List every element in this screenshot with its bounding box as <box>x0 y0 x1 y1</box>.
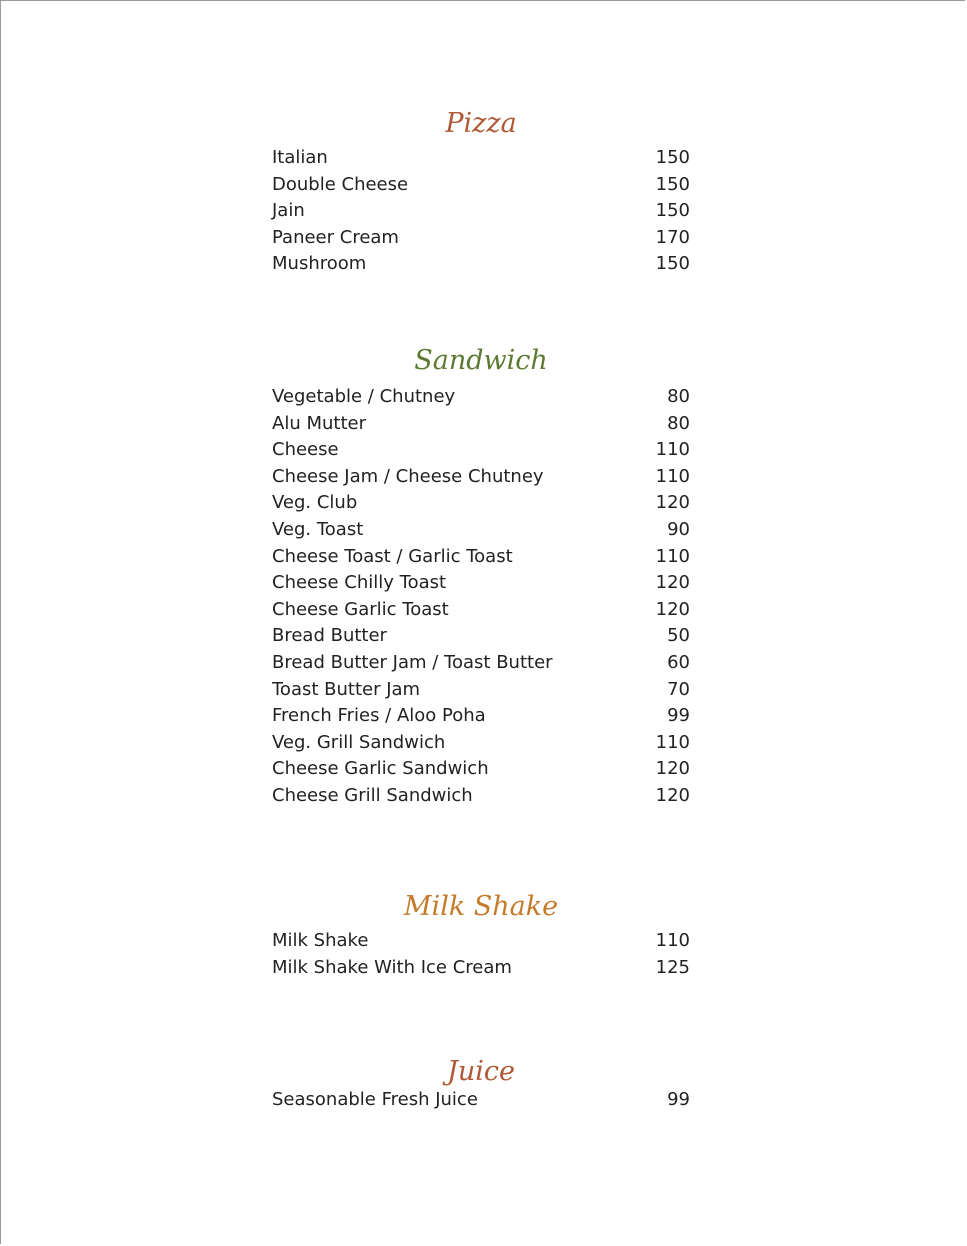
menu-list-pizza <box>272 145 690 278</box>
section-pizza <box>272 110 690 278</box>
menu-item-price: 99 <box>667 1089 690 1110</box>
menu-item-name: Cheese Garlic Toast <box>272 598 449 620</box>
menu-item <box>272 1087 690 1114</box>
menu-item-price: 99 <box>667 705 690 727</box>
menu-item <box>272 623 690 650</box>
menu-item-name: Alu Mutter <box>272 412 366 434</box>
menu-item-name: Italian <box>272 147 328 168</box>
menu-item-price: 80 <box>667 386 690 407</box>
menu-item-name: Double Cheese <box>272 173 409 195</box>
menu-item-name: Bread Butter <box>272 625 387 647</box>
menu-item-price: 150 <box>655 173 690 195</box>
menu-item-price: 110 <box>655 465 690 487</box>
section-sandwich <box>272 347 690 810</box>
menu-item-price: 90 <box>667 518 690 540</box>
menu-item <box>272 955 690 982</box>
menu-item-name: Paneer Cream <box>272 226 399 248</box>
menu-item-price: 150 <box>655 200 690 222</box>
menu-item-price: 110 <box>655 731 690 753</box>
menu-item-name: Mushroom <box>272 253 367 275</box>
menu-item-price: 120 <box>655 758 690 780</box>
menu-item <box>272 411 690 438</box>
menu-item <box>272 928 690 955</box>
menu-item <box>272 517 690 544</box>
section-juice <box>272 1058 690 1114</box>
menu-item-price: 125 <box>655 956 690 978</box>
menu-item-price: 170 <box>655 226 690 248</box>
menu-item-name: Cheese Jam / Cheese Chutney <box>272 465 544 487</box>
menu-item-name: Cheese <box>272 439 339 461</box>
menu-list-sandwich <box>272 384 690 810</box>
menu-item <box>272 437 690 464</box>
menu-item <box>272 198 690 225</box>
menu-item-price: 60 <box>667 651 690 673</box>
menu-item-price: 120 <box>655 784 690 806</box>
menu-item-price: 110 <box>655 545 690 567</box>
menu-item-price: 80 <box>667 412 690 434</box>
menu-item <box>272 783 690 810</box>
menu-item-price: 70 <box>667 678 690 700</box>
menu-item-name: Cheese Grill Sandwich <box>272 784 473 806</box>
menu-item <box>272 172 690 199</box>
menu-item-price: 120 <box>655 598 690 620</box>
menu-item-price: 150 <box>655 253 690 275</box>
menu-item-name: French Fries / Aloo Poha <box>272 705 486 727</box>
menu-item <box>272 650 690 677</box>
menu-item <box>272 544 690 571</box>
menu-item-name: Veg. Toast <box>272 518 364 540</box>
menu-item-name: Bread Butter Jam / Toast Butter <box>272 651 553 673</box>
menu-item <box>272 384 690 411</box>
menu-item-name: Milk Shake <box>272 930 369 951</box>
menu-item <box>272 145 690 172</box>
menu-item <box>272 464 690 491</box>
menu-item <box>272 597 690 624</box>
menu-item-name: Milk Shake With Ice Cream <box>272 956 512 978</box>
menu-list-juice <box>272 1087 690 1114</box>
menu-item <box>272 251 690 278</box>
section-heading-milkshake: Milk Shake <box>403 891 559 922</box>
section-milkshake <box>272 893 690 981</box>
menu-item <box>272 730 690 757</box>
menu-item-name: Jain <box>272 200 305 222</box>
menu-item-price: 120 <box>655 572 690 594</box>
menu-item-price: 120 <box>655 492 690 514</box>
menu-item-name: Veg. Club <box>272 492 358 514</box>
menu-item <box>272 703 690 730</box>
menu-item-name: Toast Butter Jam <box>272 678 421 700</box>
section-heading-sandwich: Sandwich <box>414 345 548 376</box>
menu-item <box>272 677 690 704</box>
menu-item <box>272 570 690 597</box>
menu-list-milkshake <box>272 928 690 981</box>
menu-item-name: Vegetable / Chutney <box>272 386 456 407</box>
menu-item-name: Seasonable Fresh Juice <box>272 1089 478 1110</box>
menu-item-name: Cheese Toast / Garlic Toast <box>272 545 513 567</box>
menu-item <box>272 490 690 517</box>
menu-item-price: 150 <box>655 147 690 168</box>
menu-item-price: 50 <box>667 625 690 647</box>
section-heading-pizza: Pizza <box>445 108 517 139</box>
menu-item-price: 110 <box>655 930 690 951</box>
menu-item-name: Cheese Garlic Sandwich <box>272 758 489 780</box>
section-heading-juice: Juice <box>447 1056 515 1087</box>
menu-item <box>272 756 690 783</box>
menu-item-name: Veg. Grill Sandwich <box>272 731 446 753</box>
menu-item-price: 110 <box>655 439 690 461</box>
menu-item-name: Cheese Chilly Toast <box>272 572 447 594</box>
menu-item <box>272 225 690 252</box>
